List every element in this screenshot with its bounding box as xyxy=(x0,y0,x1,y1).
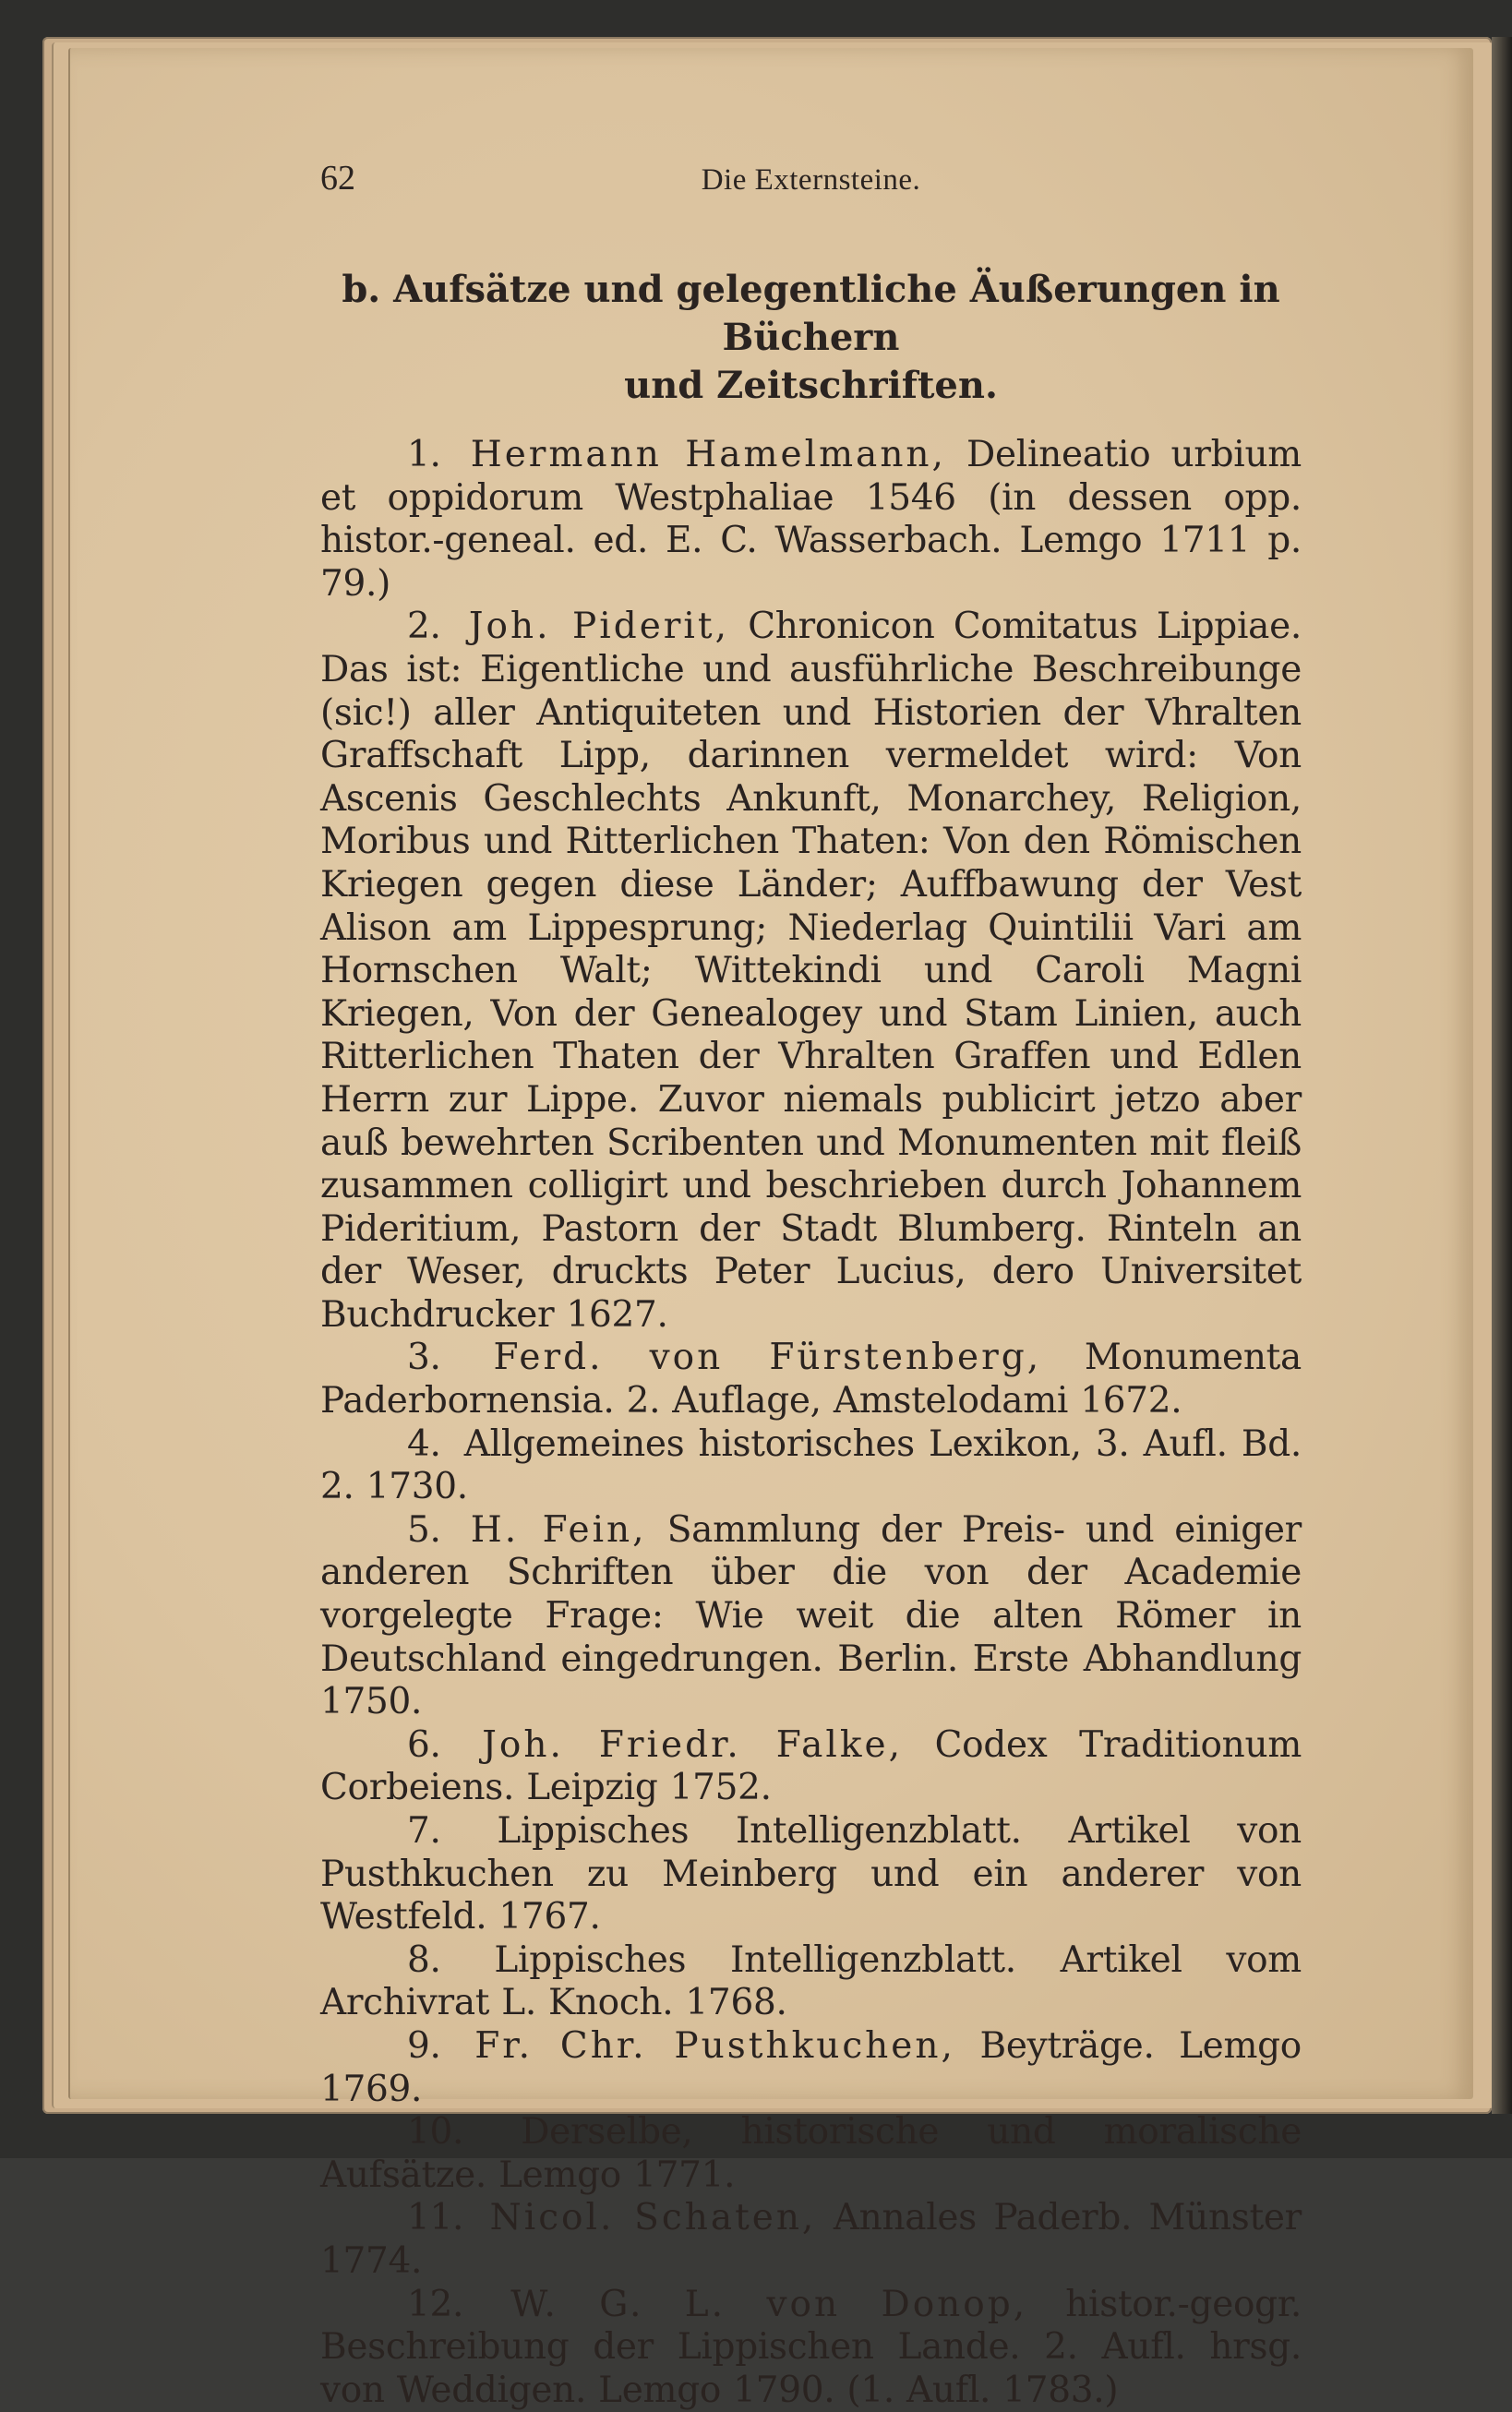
bibliography-entry-9 xyxy=(320,2025,1302,2111)
entry-author: Joh. Piderit, xyxy=(468,606,729,648)
entry-author: Nicol. Schaten, xyxy=(489,2197,817,2239)
bibliography-entry-6 xyxy=(320,1724,1302,1810)
entry-author: W. G. L. von Donop, xyxy=(510,2283,1028,2325)
entry-text: Chronicon Comitatus Lippiae. Das ist: Eigentliche und ausführliche Beschreibunge (sic!) aller Antiquiteten und Historien der Vhralten Graffschaft Lipp, darinnen vermeldet wird: Von Ascenis Geschlechts Ankunft, Monarchey, Religion, Moribus und Ritterlichen Thaten: Von den Römischen Kriegen gegen diese Länder; Auffbawung der Vest Alison am Lippesprung; Niederlag Quintilii Vari am Hornschen Walt; Wittekindi und Caroli Magni Kriegen, Von der Genealogey und Stam Linien, auch Ritterlichen Thaten der Vhralten Graffen und Edlen Herrn zur Lippe. Zuvor niemals publicirt jetzo aber auß bewehrten Scribenten und Monumenten mit fleiß zusammen colligirt und beschrieben durch Johannem Pideritium, Pastorn der Stadt Blumberg. Rinteln an der Weser, druckts Peter Lucius, dero Universitet Buchdrucker 1627. xyxy=(320,606,1302,1336)
bibliography-entry-10 xyxy=(320,2111,1302,2197)
entry-number: 2. xyxy=(407,606,441,648)
entry-number: 12. xyxy=(407,2283,464,2325)
entry-author: Fr. Chr. Pusthkuchen, xyxy=(474,2024,955,2067)
entry-author: Joh. Friedr. Falke, xyxy=(482,1723,903,1766)
entry-text: Annales Paderb. Münster 1774. xyxy=(320,2197,1302,2282)
entry-number: 3. xyxy=(407,1337,441,1379)
page-number: 62 xyxy=(320,159,355,198)
entry-number: 9. xyxy=(407,2024,441,2067)
entry-author: Ferd. von Fürstenberg, xyxy=(493,1337,1042,1379)
section-heading-line-2: und Zeitschriften. xyxy=(624,364,998,407)
entry-text: Allgemeines historisches Lexikon, 3. Aufl. Bd. 2. 1730. xyxy=(320,1422,1302,1508)
entry-text: Lippisches Intelligenzblatt. Artikel von Pusthkuchen zu Meinberg und ein anderer von Westfeld. 1767. xyxy=(320,1810,1302,1938)
entry-number: 4. xyxy=(407,1422,441,1465)
entry-number: 8. xyxy=(407,1938,441,1981)
section-heading-line-1: b. Aufsätze und gelegentliche Äußerungen in Büchern xyxy=(342,268,1280,359)
entry-number: 5. xyxy=(407,1508,441,1551)
bibliography-entry-11 xyxy=(320,2197,1302,2283)
entry-text: Derselbe, historische und moralische Aufsätze. Lemgo 1771. xyxy=(320,2111,1302,2196)
bibliography-entry-5 xyxy=(320,1509,1302,1724)
facing-page-edge xyxy=(1492,37,1512,2114)
running-title: Die Externsteine. xyxy=(701,163,921,197)
entry-text: histor.-geogr. Beschreibung der Lippischen Lande. 2. Aufl. hrsg. von Weddigen. Lemgo 1790. (1. Aufl. 1783.) xyxy=(320,2283,1302,2411)
entry-number: 6. xyxy=(407,1723,441,1766)
entry-text: Monumenta Paderbornensia. 2. Auflage, Amstelodami 1672. xyxy=(320,1337,1302,1422)
bibliography-entry-3 xyxy=(320,1337,1302,1422)
entry-text: Sammlung der Preis- und einiger anderen Schriften über die von der Academie vorgelegte Frage: Wie weit die alten Römer in Deutschland eingedrungen. Berlin. Erste Abhandlung 1750. xyxy=(320,1508,1302,1723)
entry-text: Codex Traditionum Corbeiens. Leipzig 1752. xyxy=(320,1723,1302,1809)
entry-number: 10. xyxy=(407,2111,464,2154)
entry-author: H. Fein, xyxy=(470,1508,647,1551)
bibliography-entry-12 xyxy=(320,2284,1302,2412)
entry-text: Delineatio urbium et oppidorum Westphaliae 1546 (in dessen opp. histor.-geneal. ed. E. C. Wasserbach. Lemgo 1711 p. 79.) xyxy=(320,434,1302,605)
entry-text: Lippisches Intelligenzblatt. Artikel vom Archivrat L. Knoch. 1768. xyxy=(320,1938,1302,2024)
entry-number: 7. xyxy=(407,1810,441,1852)
bibliography-entry-7 xyxy=(320,1810,1302,1939)
entry-number: 1. xyxy=(407,434,441,475)
entry-author: Hermann Hamelmann, xyxy=(470,434,946,475)
bibliography-entry-8 xyxy=(320,1939,1302,2025)
page-text-block xyxy=(320,157,1302,2412)
running-head xyxy=(320,157,1302,212)
section-heading xyxy=(320,266,1302,410)
bibliography-entry-1 xyxy=(320,434,1302,606)
entry-text: Beyträge. Lemgo 1769. xyxy=(320,2024,1302,2110)
bibliography-entry-2 xyxy=(320,606,1302,1337)
entry-number: 11. xyxy=(407,2197,464,2239)
bibliography-entry-4 xyxy=(320,1423,1302,1509)
